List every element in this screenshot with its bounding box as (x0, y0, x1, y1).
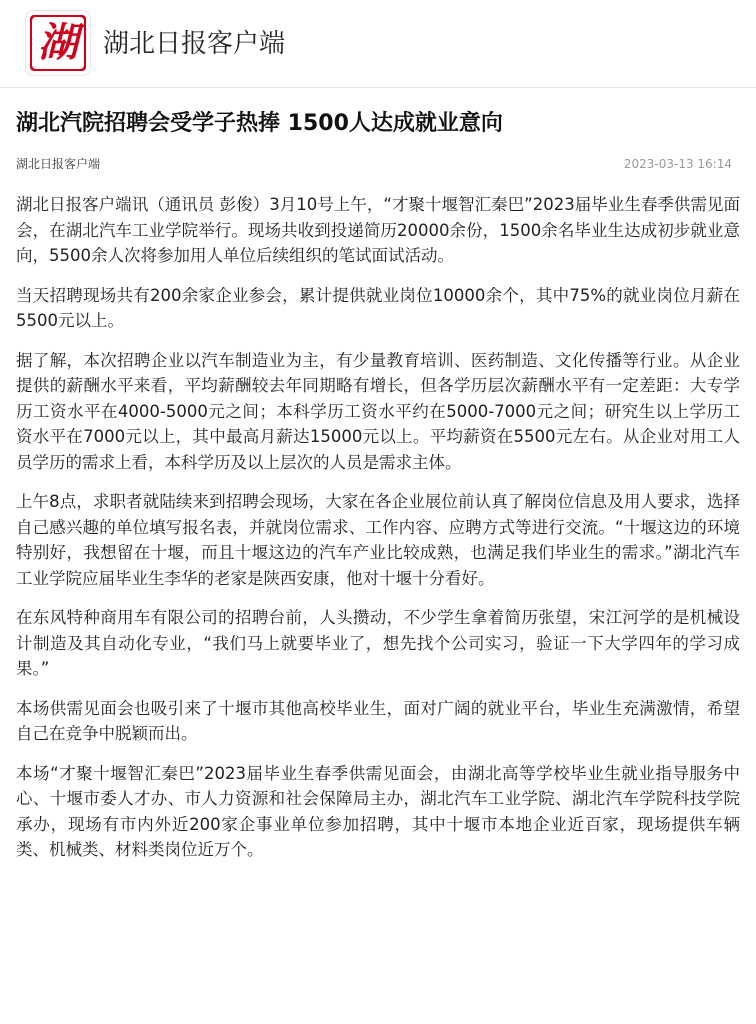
article-paragraph: 湖北日报客户端讯（通讯员 彭俊）3月10号上午，“才聚十堰智汇秦巴”2023届毕业生春季供需见面会，在湖北汽车工业学院举行。现场共收到投递简历20000余份，1500余名毕业生达成初步就业意向，5500余人次将参加用人单位后续组织的笔试面试活动。 (16, 195, 740, 265)
article-source[interactable]: 湖北日报客户端 (16, 157, 101, 171)
app-header (0, 0, 756, 88)
logo-char: 湖 (38, 19, 78, 66)
app-name: 湖北日报客户端 (103, 29, 286, 59)
article-body (16, 192, 740, 877)
logo-badge (32, 17, 84, 69)
app-logo[interactable] (26, 11, 90, 75)
article-date: 2023-03-13 16:14 (623, 157, 732, 171)
article-paragraph: 据了解，本次招聘企业以汽车制造业为主，有少量教育培训、医药制造、文化传播等行业。从企业提供的薪酬水平来看，平均薪酬较去年同期略有增长，但各学历层次薪酬水平有一定差距：大专学历工资水平在4000-5000元之间；本科学历工资水平约在5000-7000元之间；研究生以上学历工资水平在7000元以上，其中最高月薪达15000元以上。平均薪资在5500元左右。从企业对用工人员学历的需求上看，本科学历及以上层次的人员是需求主体。 (16, 350, 740, 472)
article-paragraph: 当天招聘现场共有200余家企业参会，累计提供就业岗位10000余个，其中75%的就业岗位月薪在5500元以上。 (16, 285, 740, 330)
article-paragraph: 本场“才聚十堰智汇秦巴”2023届毕业生春季供需见面会，由湖北高等学校毕业生就业指导服务中心、十堰市委人才办、市人力资源和社会保障局主办，湖北汽车工业学院、湖北汽车学院科技学院承办，现场有市内外近200家企事业单位参加招聘，其中十堰市本地企业近百家，现场提供车辆类、机械类、材料类岗位近万个。 (16, 763, 740, 859)
article-title: 湖北汽院招聘会受学子热捧 1500人达成就业意向 (16, 111, 503, 136)
article-paragraph: 在东风特种商用车有限公司的招聘台前，人头攒动，不少学生拿着简历张望，宋江河学的是机械设计制造及其自动化专业，“我们马上就要毕业了，想先找个公司实习，验证一下大学四年的学习成果。” (16, 608, 740, 678)
article-paragraph: 上午8点，求职者就陆续来到招聘会现场，大家在各企业展位前认真了解岗位信息及用人要求，选择自己感兴趣的单位填写报名表，并就岗位需求、工作内容、应聘方式等进行交流。“十堰这边的环境特别好，我想留在十堰，而且十堰这边的汽车产业比较成熟，也满足我们毕业生的需求。”湖北汽车工业学院应届毕业生李华的老家是陕西安康，他对十堰十分看好。 (16, 492, 740, 588)
article-paragraph: 本场供需见面会也吸引来了十堰市其他高校毕业生，面对广阔的就业平台，毕业生充满激情，希望自己在竞争中脱颖而出。 (16, 698, 740, 743)
article-meta (16, 154, 732, 174)
